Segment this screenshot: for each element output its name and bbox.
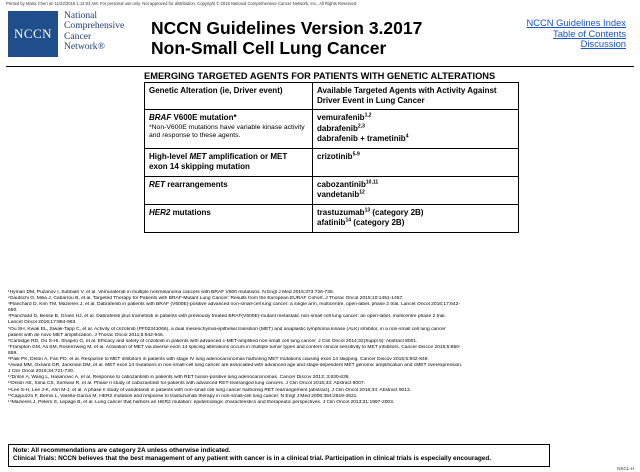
gene-name: RET xyxy=(149,179,165,189)
alteration-label: RET rearrangements xyxy=(149,179,228,189)
agent-reference: 1,2 xyxy=(364,112,372,119)
agent-name: vandetanib xyxy=(317,190,360,199)
gene-name: BRAF xyxy=(149,113,172,122)
discussion-link[interactable]: Discussion xyxy=(580,38,626,50)
agents-cell xyxy=(313,204,519,232)
reference-line: ⁵Ou SH, Kwak EL, Siwak-Tapp C, et al. Activity of crizotinib (PF02341066), a dual mesenchymal-epithelial transition (MET) and anaplastic lymphoma kinase (ALK) inhibitor, in a non-small cell lung cancer xyxy=(8,326,446,332)
reference-line: ¹³Cappuzzo F, Bemis L, Varella-Garcia M. HER2 mutation and response to trastuzumab therapy in non-small-cell lung cancer. N Engl J Med 2006;354:2619-2621. xyxy=(8,393,358,399)
reference-line: 859. xyxy=(8,350,18,356)
reference-line: ¹⁰Drilon A, Wang L, Hasanovic A, et al. Response to cabozantinib in patients with RET fusion-positive lung adenocarcinomas. Cancer Discov 2013; 3:630-635. xyxy=(8,375,350,381)
table-row xyxy=(145,110,519,149)
agent-name: dabrafenib xyxy=(317,123,358,133)
logo-wordmark xyxy=(64,11,124,53)
footnote-clinical-trials: Clinical Trials: NCCN believes that the best management of any patient with cancer is in a clinical trial. Participation in clinical trials is especially encouraged. xyxy=(13,455,492,463)
table-row xyxy=(145,176,519,204)
agent-name: dabrafenib + trametinib xyxy=(317,134,406,143)
agent-entry xyxy=(317,113,514,124)
reference-line: ⁸Paik PK, Drilon A, Fan PD, et al. Response to MET inhibitors in patients with stage IV lung adenocarcinomas harboring MET mutations causing exon 14 skipping. Cancer Discov 2015;5:842-849. xyxy=(8,357,429,363)
gene-name: HER2 xyxy=(149,207,171,217)
title-subject: Non-Small Cell Lung Cancer xyxy=(151,38,387,58)
table-heading: EMERGING TARGETED AGENTS FOR PATIENTS WITH GENETIC ALTERATIONS xyxy=(144,71,496,81)
agent-entry xyxy=(317,218,514,229)
reference-line: ⁹Awad MM, Oxnard GR, Jackman DM, et al. MET exon 14 mutations in non-small-cell lung cancer are associated with advanced age and stage-dependent MET genomic amplification and cMET overexpression. xyxy=(8,363,463,369)
agent-entry xyxy=(317,134,514,145)
agents-cell xyxy=(313,176,519,204)
nccn-logo xyxy=(8,11,144,61)
print-notice: Printed by Maria Chen on 11/22/2016 1:14:03 AM. For personal use only. Not approved for distribution. Copyright © 2016 National Comprehensive Cancer Network, Inc., All Rights Reserved. xyxy=(6,1,358,6)
agent-reference: 5-9 xyxy=(352,150,360,157)
agent-name: trastuzumab xyxy=(317,207,365,217)
logo-line: National xyxy=(64,10,98,21)
title-version: NCCN Guidelines Version 3.2017 xyxy=(151,18,423,38)
reference-line: ¹²Lee S-H, Lee J-K, Ahn M-J, et al. A phase II study of vandetanib in patients with non-small cell lung cancer harboring RET rearrangement [abstract]. J Clin Oncol 2016;34: Abstract 9013. xyxy=(8,387,412,393)
reference-line: ⁶Camidge RD, Ou S-HI, Shapiro G, et al. Efficacy and safety of crizotinib in patients with advanced c-MET-amplified non-small cell lung cancer. J Clin Oncol 2014;32(Suppl 5): Abstract 8001. xyxy=(8,338,418,344)
agents-cell xyxy=(313,148,519,176)
agent-reference: 10,11 xyxy=(365,178,379,185)
logo-abbr: NCCN xyxy=(8,11,58,57)
guidelines-index-link[interactable]: NCCN Guidelines Index xyxy=(526,17,626,28)
agent-category: (category 2B) xyxy=(351,218,405,227)
logo-line: Network® xyxy=(64,41,105,53)
agent-reference: 4 xyxy=(405,133,409,140)
agent-reference: 2,3 xyxy=(357,122,365,129)
alteration-cell xyxy=(145,176,313,204)
targeted-agents-table xyxy=(144,82,519,233)
logo-line: Cancer xyxy=(64,30,92,42)
page-title xyxy=(151,18,422,58)
agent-entry xyxy=(317,124,514,135)
header-divider xyxy=(6,66,634,67)
table-header-row xyxy=(145,83,519,110)
reference-line: patient with de novo MET amplification. J Thorac Oncol 2011;6:942-946. xyxy=(8,332,165,338)
logo-line: Comprehensive xyxy=(64,20,125,32)
nav-links xyxy=(526,18,626,50)
alteration-cell xyxy=(145,204,313,232)
reference-line: 650. xyxy=(8,308,18,314)
alteration-cell xyxy=(145,148,313,176)
alteration-label: High-level MET amplification or MET exon 14 skipping mutation xyxy=(149,151,288,171)
reference-line: ¹¹Drilon AE, Sima CS, Somwar R, et al. Phase II study of cabozantinib for patients with advanced RET-rearranged lung cancers. J Clin Oncol 2015;33: Abstract 8007. xyxy=(8,381,365,387)
alteration-note: *Non-V600E mutations have variable kinase activity and response to these agents. xyxy=(149,123,305,139)
table-row xyxy=(145,204,519,232)
footnote-category-note: Note: All recommendations are category 2A unless otherwise indicated. xyxy=(13,447,231,454)
col-header-agents: Available Targeted Agents with Activity Against Driver Event in Lung Cancer xyxy=(313,83,519,110)
agent-name: crizotinib xyxy=(317,151,353,161)
agents-cell xyxy=(313,110,519,149)
footnote-box xyxy=(8,444,550,467)
alteration-label: BRAF V600E mutation* xyxy=(149,113,237,122)
agent-name: vemurafenib xyxy=(317,113,365,122)
table-row xyxy=(145,148,519,176)
reference-line: ⁷Frampton GM, Ali SM, Rosenzweig M, et al. Activation of MET via diverse exon 14 splicing alterations occurs in multiple tumor types and confers clinical sensitivity to MET inhibitors. Cancer Discov 2015;5:850- xyxy=(8,344,461,350)
agent-entry xyxy=(317,180,514,191)
agent-entry xyxy=(317,152,514,163)
reference-line: ³Planchard D, Kim TM, Mazieres J, et al. Dabrafenib in patients with BRAF (V600E)-positive advanced non-small-cell lung cancer: a single arm, multicentre, open-label, phase 2 trial. Lancet Oncol 2016;17:642- xyxy=(8,302,460,308)
agent-reference: 12 xyxy=(359,189,365,196)
col-header-alteration: Genetic Alteration (ie, Driver event) xyxy=(145,83,313,110)
page-code: NSCL-H xyxy=(617,466,634,471)
reference-line: J Clin Oncol 2016;34:721-730. xyxy=(8,369,75,375)
gene-name: MET xyxy=(189,151,207,161)
alteration-cell xyxy=(145,110,313,149)
reference-line: ²Gautschi O, Milia J, Cabarrou B, et al. Targeted Therapy for Patients with BRAF-Mutant Lung Cancer: Results from the European EURAF Cohort. J Thorac Oncol 2015;10:1451-1457. xyxy=(8,296,404,302)
reference-line: Lancet Oncol 2016;17:984-993. xyxy=(8,320,77,326)
reference-line: ⁴Planchard D, Besse B, Groen HJ, et al. Dabrafenib plus trametinib in patients with previously treated BRAF(V600E)-mutant metastatic non-small cell lung cancer: an open-label, multicentre phase 2 trial. xyxy=(8,314,446,320)
agent-category: (category 2B) xyxy=(370,207,424,217)
references-list xyxy=(8,290,630,406)
agent-name: cabozantinib xyxy=(317,179,366,189)
agent-entry xyxy=(317,190,514,201)
table-of-contents-link[interactable]: Table of Contents xyxy=(553,27,626,39)
agent-reference: 13 xyxy=(364,206,371,213)
agent-name: afatinib xyxy=(317,218,346,227)
alteration-label: HER2 mutations xyxy=(149,207,211,217)
reference-line: ¹Hyman DM, Puzanov I, Subbiah V, et al. Vemurafenib in multiple nonmelanoma cancers with BRAF V600 mutations. N Engl J Med 2015;373:726-736. xyxy=(8,290,335,295)
agent-reference: 14 xyxy=(345,217,352,224)
reference-line: ¹⁴Mazieres J, Peters S, Lepage B, et al. Lung cancer that harbors an HER2 mutation: epidemiologic characteristics and therapeutic perspectives. J Clin Oncol 2013;31:1997-2003. xyxy=(8,399,395,405)
